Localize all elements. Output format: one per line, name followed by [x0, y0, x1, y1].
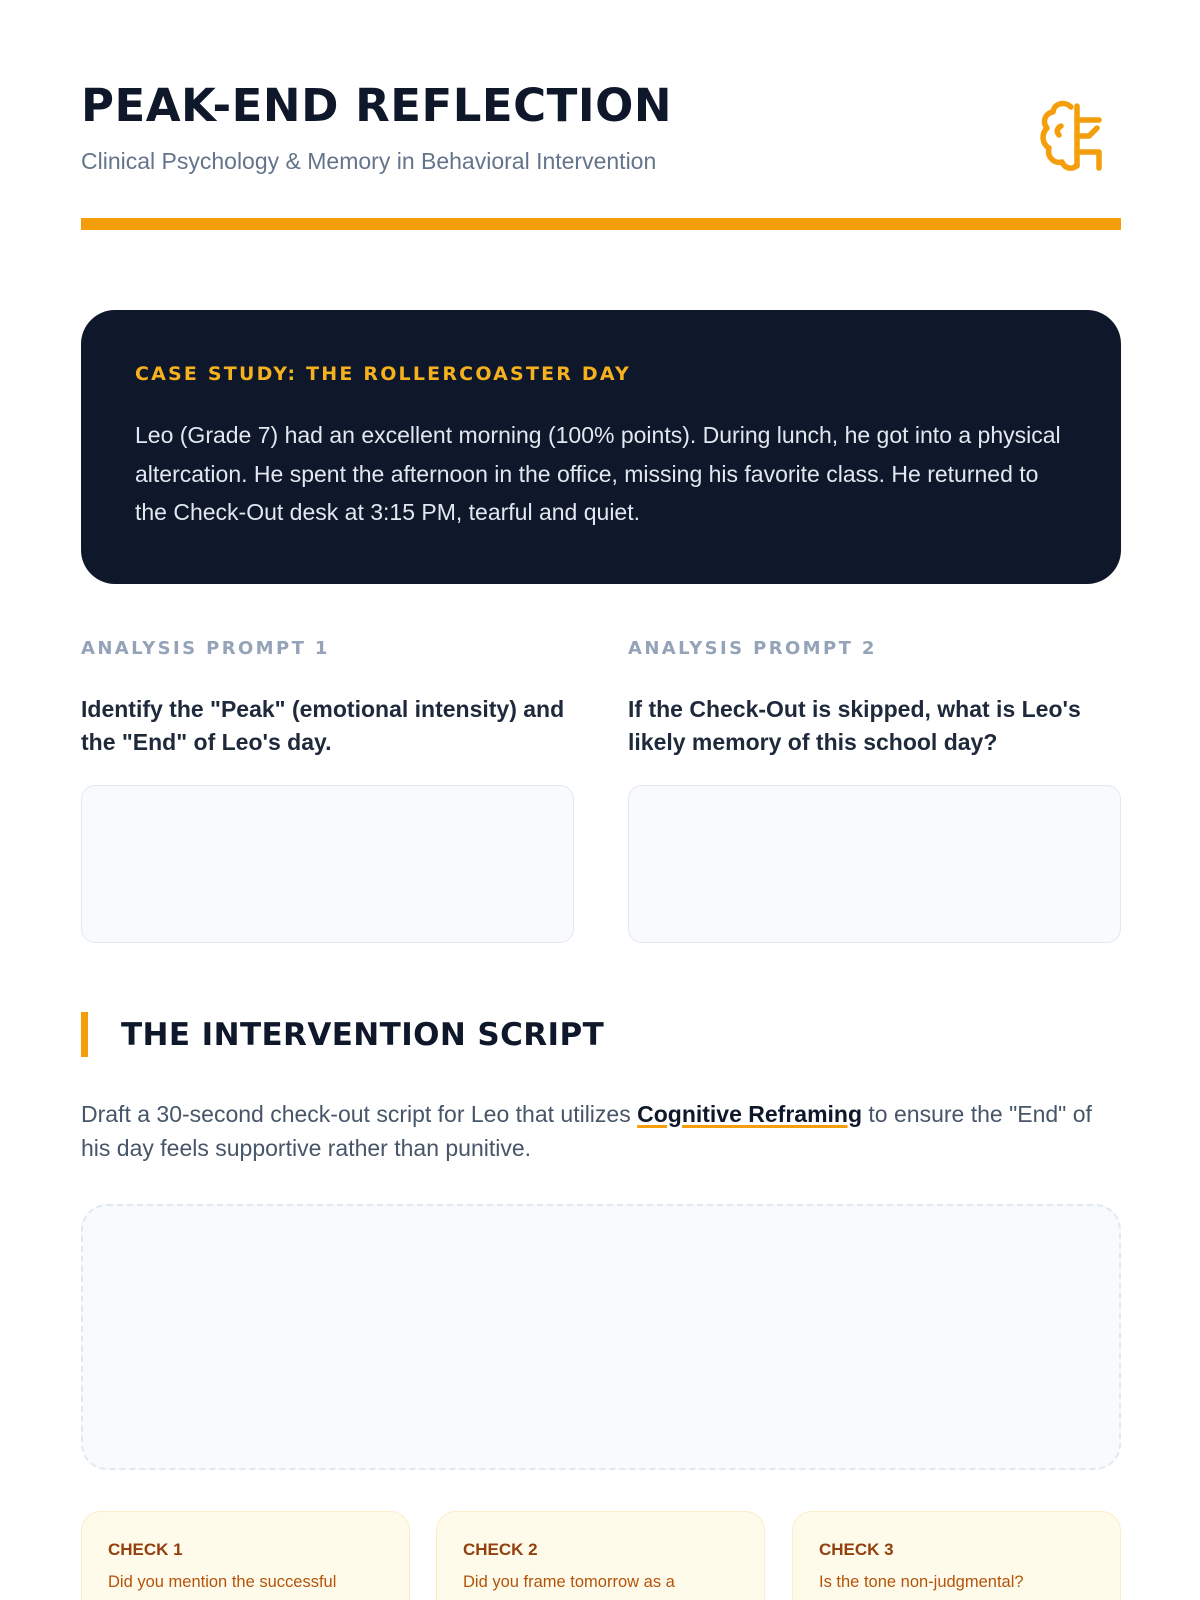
prompt-2-answer-field[interactable]: [628, 785, 1121, 943]
check-card-1: [81, 1511, 410, 1600]
intervention-description: [81, 1097, 1121, 1165]
section-title: THE INTERVENTION SCRIPT: [121, 1016, 605, 1053]
check-label: CHECK 1: [108, 1540, 183, 1559]
check-card-2: [436, 1511, 765, 1600]
check-text: Did you frame tomorrow as a: [463, 1573, 675, 1591]
case-study-text: Leo (Grade 7) had an excellent morning (100% points). During lunch, he got into a physical altercation. He spent the afternoon in the office, missing his favorite class. He returned to the Check-Out desk at 3:15 PM, tearful and quiet.: [135, 422, 1061, 525]
worksheet-page: [81, 0, 1121, 1591]
case-study-label: CASE STUDY: THE ROLLERCOASTER DAY: [135, 363, 631, 385]
check-label: CHECK 3: [819, 1540, 894, 1559]
check-text: Is the tone non-judgmental?: [819, 1573, 1024, 1591]
prompt-question: If the Check-Out is skipped, what is Leo's likely memory of this school day?: [628, 696, 1081, 755]
check-text: Did you mention the successful: [108, 1573, 337, 1591]
prompt-1-answer-field[interactable]: [81, 785, 574, 943]
analysis-prompt-2: [628, 638, 1121, 759]
case-study-card: [81, 310, 1121, 584]
prompt-label: ANALYSIS PROMPT 1: [81, 638, 330, 659]
analysis-prompt-1: [81, 638, 574, 759]
intervention-script-field[interactable]: [81, 1204, 1121, 1470]
cognitive-reframing-term: Cognitive Reframing: [637, 1101, 863, 1127]
worksheet-header: [81, 0, 1121, 231]
brain-icon: [1039, 98, 1115, 174]
page-title: PEAK-END REFLECTION: [81, 79, 673, 132]
check-card-3: [792, 1511, 1121, 1600]
description-text: Draft a 30-second check-out script for Leo that utilizes: [81, 1101, 638, 1127]
header-divider: [81, 218, 1121, 230]
description-text-end: to ensure the "End" of his day feels supportive rather than punitive.: [81, 1101, 1092, 1161]
prompt-label: ANALYSIS PROMPT 2: [628, 638, 877, 659]
page-subtitle: Clinical Psychology & Memory in Behavioral Intervention: [81, 148, 657, 174]
prompt-question: Identify the "Peak" (emotional intensity) and the "End" of Leo's day.: [81, 696, 565, 755]
intervention-section-heading: [81, 1012, 604, 1057]
check-label: CHECK 2: [463, 1540, 538, 1559]
